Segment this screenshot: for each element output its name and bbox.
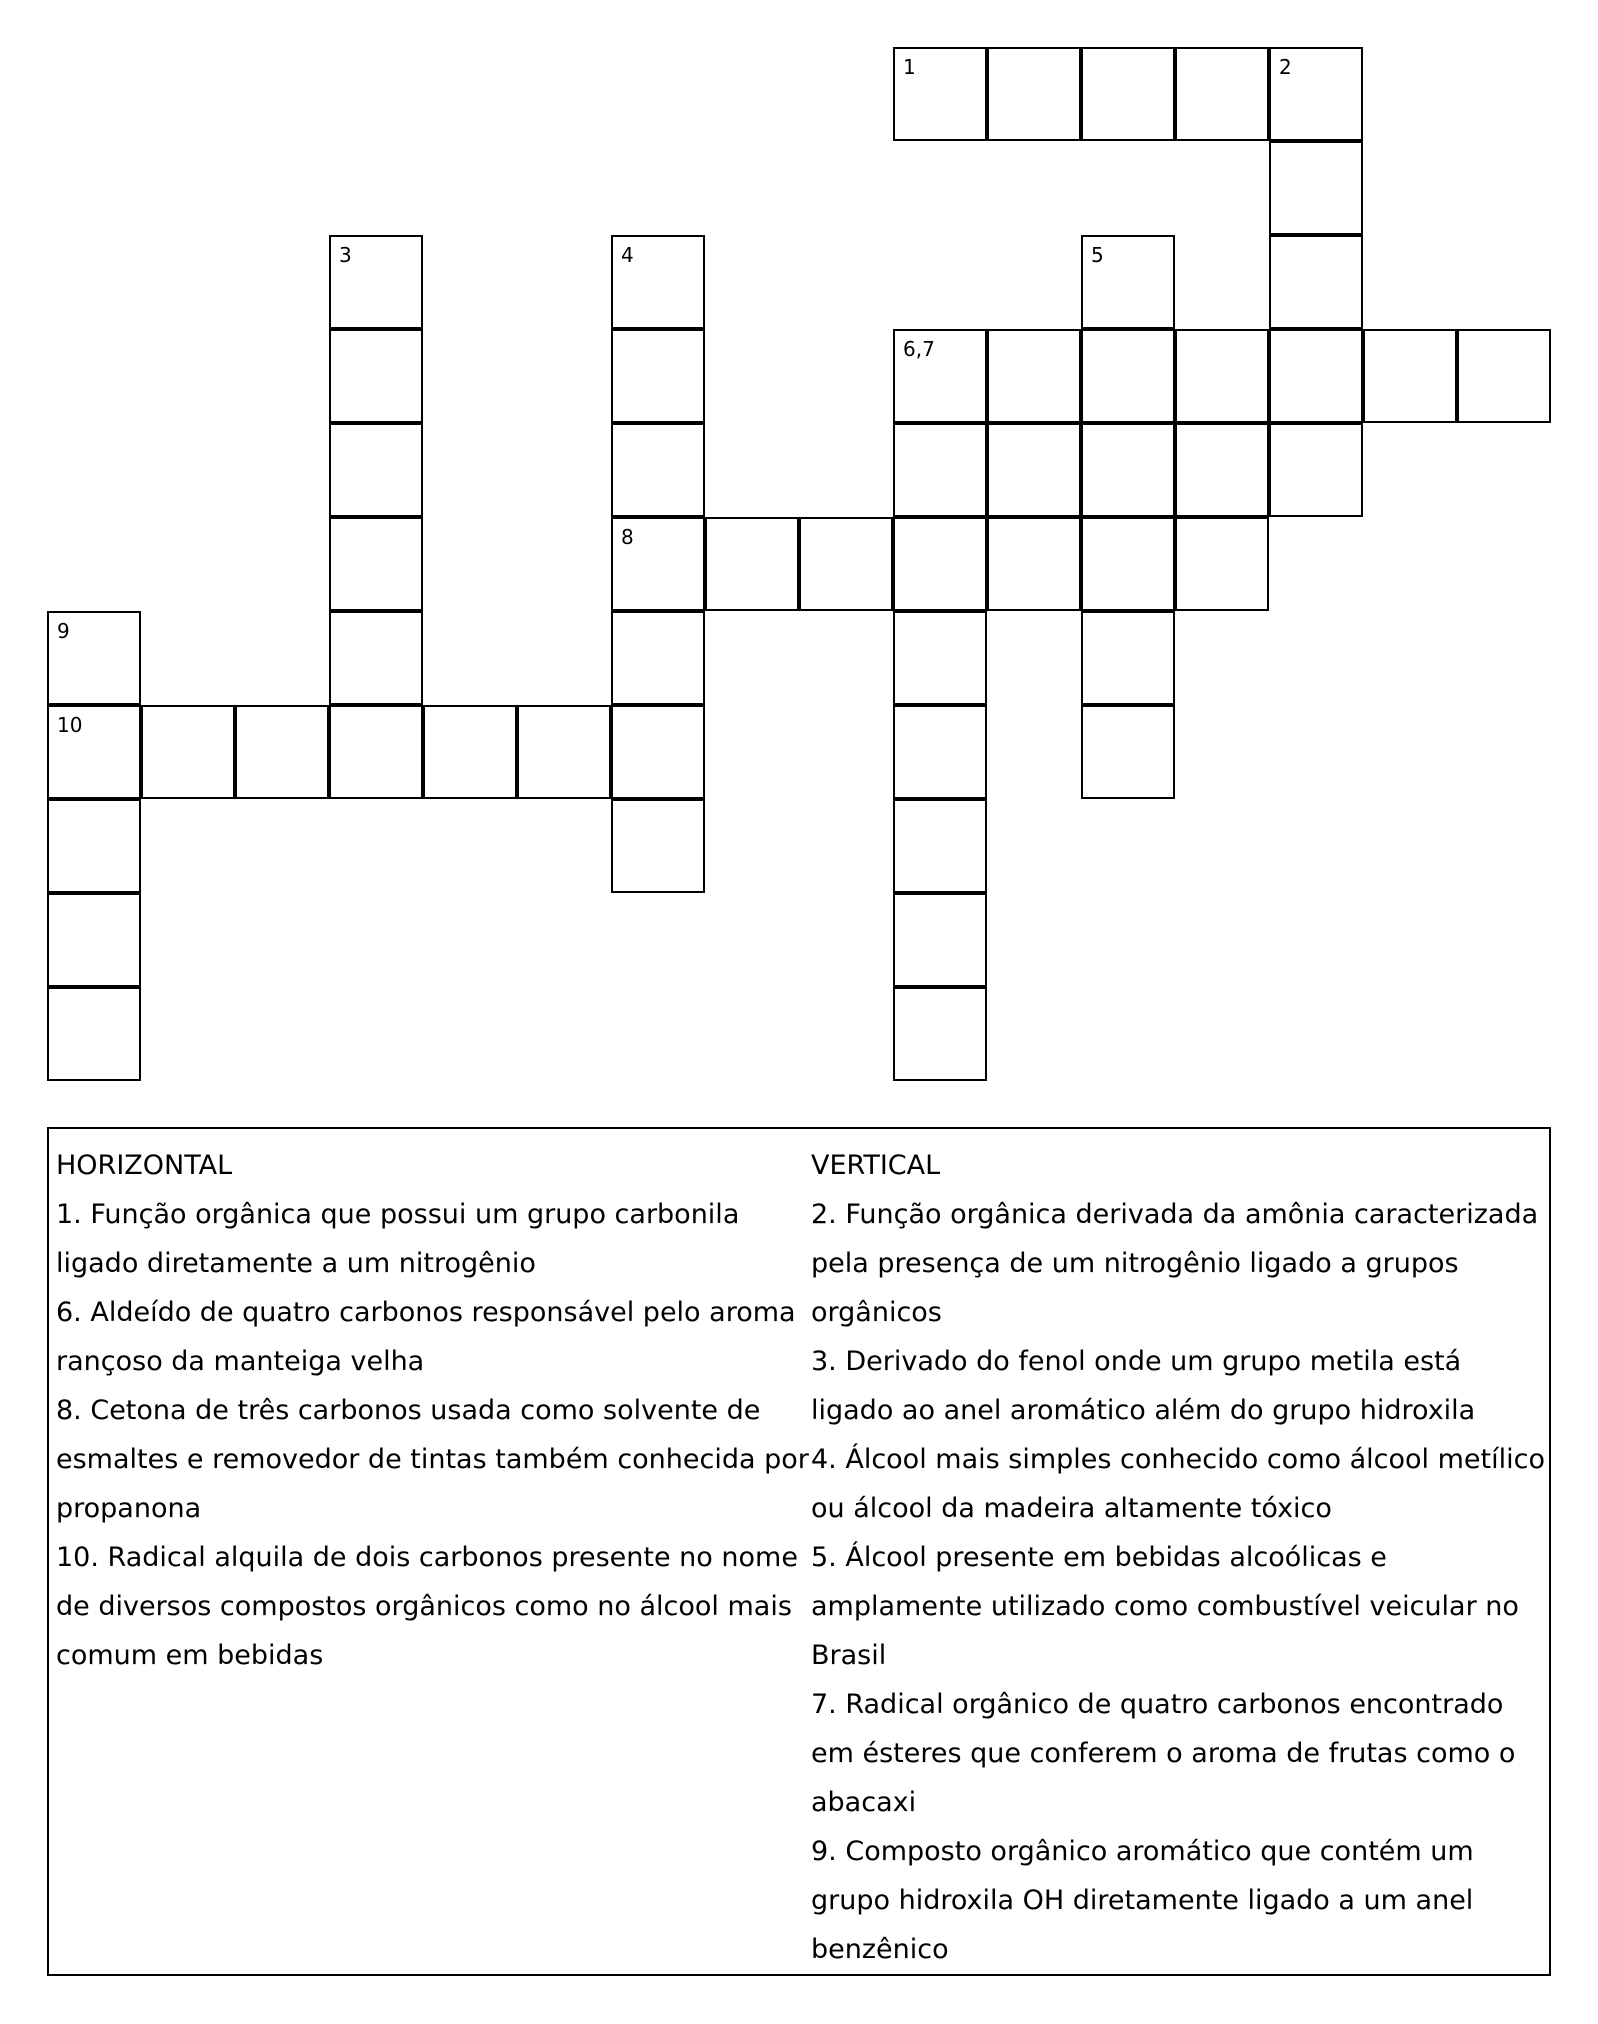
clue-number-6-7: 6,7 <box>903 337 935 361</box>
grid-cell[interactable] <box>987 423 1081 517</box>
grid-cell[interactable] <box>611 799 705 893</box>
grid-cell[interactable] <box>1175 47 1269 141</box>
clue-v-4: 4. Álcool mais simples conhecido como álcool metílico ou álcool da madeira altamente tóxico <box>811 1444 1545 1524</box>
clue-v-2: 2. Função orgânica derivada da amônia caracterizada pela presença de um nitrogênio ligado a grupos orgânicos <box>811 1199 1539 1328</box>
grid-cell[interactable] <box>1269 47 1363 141</box>
grid-cell[interactable] <box>47 893 141 987</box>
grid-cell[interactable] <box>893 611 987 705</box>
grid-cell[interactable] <box>893 987 987 1081</box>
vertical-title: VERTICAL <box>811 1150 941 1181</box>
grid-cell[interactable] <box>1081 517 1175 611</box>
clue-number-9: 9 <box>57 619 70 643</box>
grid-cell[interactable] <box>1457 329 1551 423</box>
grid-cell[interactable] <box>1269 423 1363 517</box>
grid-cell[interactable] <box>1269 329 1363 423</box>
clue-number-1: 1 <box>903 55 916 79</box>
grid-cell[interactable] <box>893 423 987 517</box>
grid-cell[interactable] <box>517 705 611 799</box>
grid-cell[interactable] <box>705 517 799 611</box>
clue-number-10: 10 <box>57 713 83 737</box>
grid-cell[interactable] <box>611 705 705 799</box>
grid-cell[interactable] <box>987 517 1081 611</box>
grid-cell[interactable] <box>1175 517 1269 611</box>
grid-cell[interactable] <box>1269 141 1363 235</box>
grid-cell[interactable] <box>1081 235 1175 329</box>
clue-h-1: 1. Função orgânica que possui um grupo carbonila ligado diretamente a um nitrogênio <box>56 1199 740 1279</box>
clue-number-3: 3 <box>339 243 352 267</box>
clue-h-6: 6. Aldeído de quatro carbonos responsável pelo aroma rançoso da manteiga velha <box>56 1297 796 1377</box>
grid-cell[interactable] <box>329 329 423 423</box>
grid-cell[interactable] <box>423 705 517 799</box>
grid-cell[interactable] <box>47 611 141 705</box>
clue-v-9: 9. Composto orgânico aromático que contém um grupo hidroxila OH diretamente ligado a um anel benzênico <box>811 1836 1474 1965</box>
clue-v-3: 3. Derivado do fenol onde um grupo metila está ligado ao anel aromático além do grupo hidroxila <box>811 1346 1476 1426</box>
grid-cell[interactable] <box>893 517 987 611</box>
grid-cell[interactable] <box>47 987 141 1081</box>
grid-cell[interactable] <box>1081 611 1175 705</box>
grid-cell[interactable] <box>47 705 141 799</box>
grid-cell[interactable] <box>611 517 705 611</box>
grid-cell[interactable] <box>893 47 987 141</box>
clue-h-8: 8. Cetona de três carbonos usada como solvente de esmaltes e removedor de tintas também conhecida por propanona <box>56 1395 809 1524</box>
clue-number-5: 5 <box>1091 243 1104 267</box>
grid-cell[interactable] <box>987 329 1081 423</box>
grid-cell[interactable] <box>893 329 987 423</box>
grid-cell[interactable] <box>611 329 705 423</box>
grid-cell[interactable] <box>1175 423 1269 517</box>
grid-cell[interactable] <box>1269 235 1363 329</box>
grid-cell[interactable] <box>1081 47 1175 141</box>
grid-cell[interactable] <box>987 47 1081 141</box>
grid-cell[interactable] <box>235 705 329 799</box>
horizontal-title: HORIZONTAL <box>56 1150 233 1181</box>
grid-cell[interactable] <box>893 799 987 893</box>
grid-cell[interactable] <box>1363 329 1457 423</box>
grid-cell[interactable] <box>1081 329 1175 423</box>
clue-number-8: 8 <box>621 525 634 549</box>
clue-number-2: 2 <box>1279 55 1292 79</box>
grid-cell[interactable] <box>799 517 893 611</box>
clue-number-4: 4 <box>621 243 634 267</box>
grid-cell[interactable] <box>611 611 705 705</box>
grid-cell[interactable] <box>329 705 423 799</box>
grid-cell[interactable] <box>893 705 987 799</box>
grid-cell[interactable] <box>329 423 423 517</box>
clues-box <box>47 1127 1551 1976</box>
grid-cell[interactable] <box>611 235 705 329</box>
clue-h-10: 10. Radical alquila de dois carbonos presente no nome de diversos compostos orgânicos como no álcool mais comum em bebidas <box>56 1542 798 1671</box>
grid-cell[interactable] <box>141 705 235 799</box>
horizontal-clues <box>56 1141 811 1680</box>
grid-cell[interactable] <box>1081 423 1175 517</box>
clue-v-7: 7. Radical orgânico de quatro carbonos encontrado em ésteres que conferem o aroma de frutas como o abacaxi <box>811 1689 1516 1818</box>
grid-cell[interactable] <box>329 517 423 611</box>
grid-cell[interactable] <box>1175 329 1269 423</box>
clue-v-5: 5. Álcool presente em bebidas alcoólicas e amplamente utilizado como combustível veicular no Brasil <box>811 1542 1519 1671</box>
grid-cell[interactable] <box>47 799 141 893</box>
grid-cell[interactable] <box>1081 705 1175 799</box>
grid-cell[interactable] <box>611 423 705 517</box>
vertical-clues <box>811 1141 1546 1974</box>
grid-cell[interactable] <box>329 611 423 705</box>
grid-cell[interactable] <box>329 235 423 329</box>
grid-cell[interactable] <box>893 893 987 987</box>
